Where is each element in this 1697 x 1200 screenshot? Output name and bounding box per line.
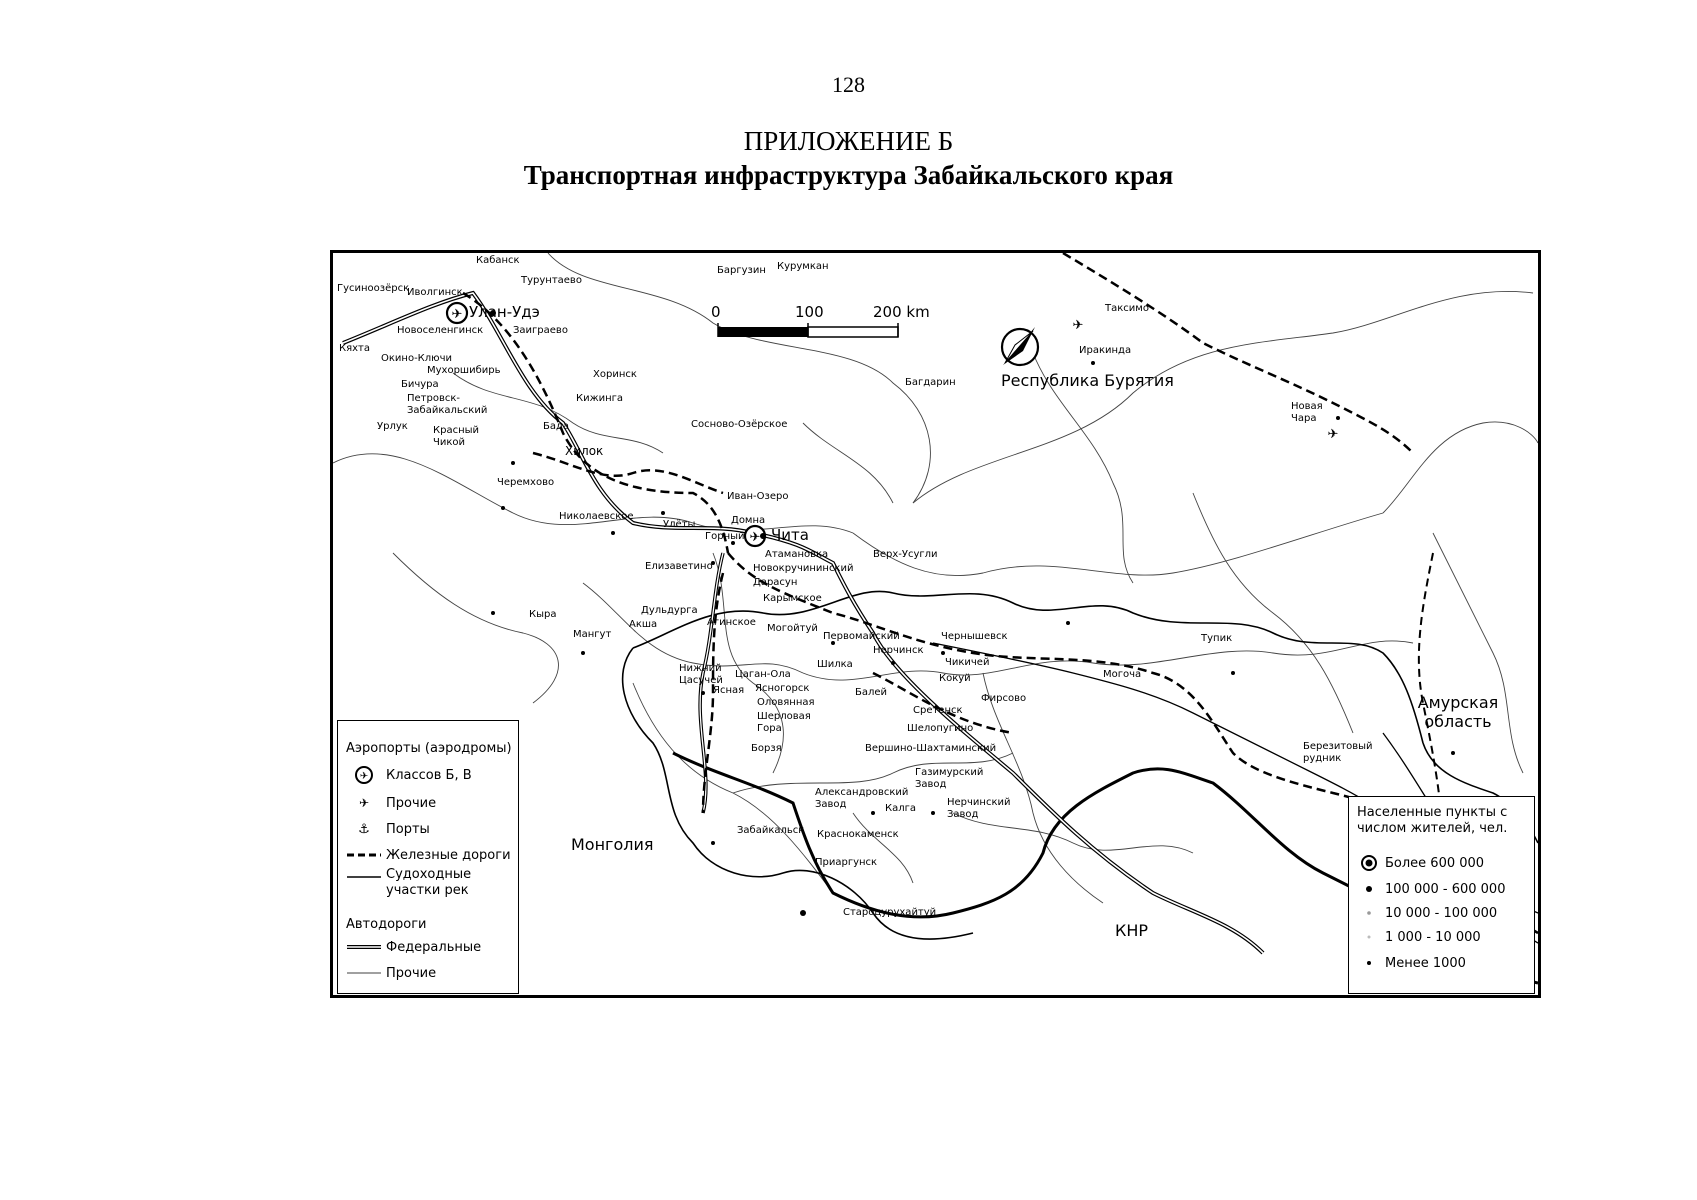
city-label-zabaikalsk: Забайкальск bbox=[737, 825, 805, 836]
city-label-nerchinsky-zavod: Нерчинский Завод bbox=[947, 797, 1011, 820]
city-label-berezitovy: Березитовый рудник bbox=[1303, 741, 1373, 764]
legend-heading-settlements: Населенные пункты с числом жителей, чел. bbox=[1357, 805, 1508, 836]
city-label-gusinoozersk: Гусиноозёрск bbox=[337, 283, 410, 294]
legend-row-rivers bbox=[346, 867, 486, 903]
city-label-kyra: Кыра bbox=[529, 609, 557, 620]
map-frame bbox=[330, 250, 1541, 998]
svg-text:✈: ✈ bbox=[451, 307, 463, 322]
city-label-yasnaya: Ясная bbox=[713, 685, 745, 696]
airport-chara-icon: ✈ bbox=[1327, 427, 1339, 442]
legend-row-pop-5 bbox=[1357, 953, 1466, 973]
city-label-krasny-chikoy: Красный Чикой bbox=[433, 425, 480, 448]
legend-label-airports-other: Прочие bbox=[386, 795, 437, 811]
city-label-verkh-usugli: Верх-Усугли bbox=[873, 549, 938, 560]
legend-label-roads-federal: Федеральные bbox=[386, 939, 482, 955]
city-label-shelopugino: Шелопугино bbox=[907, 723, 974, 734]
city-label-kyakhta: Кяхта bbox=[339, 343, 370, 354]
city-label-turuntaevo: Турунтаево bbox=[521, 275, 582, 286]
page-number: 128 bbox=[832, 72, 865, 97]
city-label-mukhorshibir: Мухоршибирь bbox=[427, 365, 501, 376]
city-label-atamanovka: Атамановка bbox=[765, 549, 829, 560]
legend-row-airports-bv bbox=[346, 765, 472, 785]
legend-row-airports-other bbox=[346, 793, 436, 813]
city-label-kokuy: Кокуй bbox=[939, 673, 971, 684]
legend-row-roads-federal bbox=[346, 937, 481, 957]
city-label-novaya-chara: Новая Чара bbox=[1291, 401, 1323, 424]
city-label-okino-klyuchi: Окино-Ключи bbox=[381, 353, 452, 364]
city-label-pervomaysky: Первомайский bbox=[823, 631, 900, 642]
anchor-icon: ⚓ bbox=[358, 821, 370, 837]
city-label-taksimo: Таксимо bbox=[1105, 303, 1149, 314]
legend-row-pop-2 bbox=[1357, 879, 1505, 899]
city-label-gorny: Горный bbox=[705, 531, 745, 542]
settlement-tiny-icon bbox=[1357, 953, 1381, 973]
city-label-priargunsk: Приаргунск bbox=[815, 857, 878, 868]
city-label-nerchinsk: Нерчинск bbox=[873, 645, 924, 656]
city-label-bada: Бада bbox=[543, 421, 570, 432]
railway-line-icon bbox=[346, 845, 382, 865]
other-road-icon bbox=[346, 963, 382, 983]
city-label-cheremkhovo: Черемхово bbox=[497, 477, 555, 488]
legend-label-pop-3: 10 000 - 100 000 bbox=[1385, 905, 1498, 921]
city-label-bichura: Бичура bbox=[401, 379, 439, 390]
city-label-petrovsk: Петровск-Забайкальский bbox=[407, 393, 488, 416]
legend-label-rivers: Судоходные участки рек bbox=[386, 867, 472, 898]
scale-tick-100: 100 bbox=[795, 303, 824, 321]
appendix-label: ПРИЛОЖЕНИЕ Б bbox=[743, 126, 954, 156]
legend-heading-roads: Автодороги bbox=[346, 917, 427, 932]
city-label-gazimursky: Газимурский Завод bbox=[915, 767, 984, 790]
city-label-kabansk: Кабанск bbox=[476, 255, 520, 266]
legend-label-ports: Порты bbox=[386, 821, 430, 837]
city-label-mangut: Мангут bbox=[573, 629, 612, 640]
city-label-khorinsk: Хоринск bbox=[593, 369, 637, 380]
city-label-sherlovaya: Шерловая Гора bbox=[757, 711, 811, 734]
airport-taksimo-icon: ✈ bbox=[1072, 318, 1084, 333]
city-label-vershino: Вершино-Шахтаминский bbox=[865, 743, 997, 754]
legend-label-railways: Железные дороги bbox=[386, 847, 511, 863]
svg-text:✈: ✈ bbox=[359, 771, 369, 782]
settlement-large-icon bbox=[1357, 879, 1381, 899]
city-label-urluk: Урлук bbox=[377, 421, 408, 432]
city-label-irakinda: Иракинда bbox=[1079, 345, 1132, 356]
city-label-krasnokamensk: Краснокаменск bbox=[817, 829, 899, 840]
scale-bar bbox=[718, 323, 898, 337]
legend-label-roads-other: Прочие bbox=[386, 965, 437, 981]
city-label-mogoytuy: Могойтуй bbox=[767, 623, 818, 634]
city-label-tupik: Тупик bbox=[1201, 633, 1233, 644]
airport-major-icon bbox=[346, 765, 382, 785]
city-label-kizhinga: Кижинга bbox=[576, 393, 624, 404]
svg-text:✈: ✈ bbox=[749, 530, 761, 545]
legend-row-pop-3 bbox=[1357, 903, 1497, 923]
city-label-duldurga: Дульдурга bbox=[641, 605, 698, 616]
city-label-elizavetino: Елизаветино bbox=[645, 561, 713, 572]
city-label-kalga: Калга bbox=[885, 803, 917, 814]
city-label-sosnovo: Сосново-Озёрское bbox=[691, 419, 788, 430]
city-label-ulan-ude: Улан-Удэ bbox=[469, 303, 540, 321]
city-label-oloviannaya: Оловянная bbox=[757, 697, 815, 708]
legend-row-pop-1 bbox=[1357, 853, 1484, 873]
city-label-barguzin: Баргузин bbox=[717, 265, 766, 276]
city-label-nizhny-tsasuchey: Нижний Цасучей bbox=[679, 663, 723, 686]
city-label-khilok: Хилок bbox=[565, 444, 604, 458]
legend-row-ports bbox=[346, 819, 430, 839]
city-label-bagdarin: Багдарин bbox=[905, 377, 956, 388]
city-label-shilka: Шилка bbox=[817, 659, 853, 670]
settlement-largest-icon bbox=[1357, 853, 1381, 873]
city-label-chikichei: Чикичей bbox=[945, 657, 990, 668]
city-label-novokruchininsky: Новокручининский bbox=[753, 563, 854, 574]
region-label-buryatia: Республика Бурятия bbox=[1001, 371, 1174, 390]
city-label-nikolaevskoe: Николаевское bbox=[559, 511, 634, 522]
city-label-darasun: Дарасун bbox=[753, 577, 798, 588]
legend-label-airports-bv: Классов Б, В bbox=[386, 767, 472, 783]
city-label-aginskoe: Агинское bbox=[707, 617, 756, 628]
legend-transport bbox=[337, 720, 519, 994]
legend-row-railways bbox=[346, 845, 511, 865]
city-label-borzya: Борзя bbox=[751, 743, 782, 754]
region-label-amur: Амурская область bbox=[1417, 693, 1499, 731]
river-line-icon bbox=[346, 867, 382, 887]
legend-row-roads-other bbox=[346, 963, 436, 983]
legend-label-pop-4: 1 000 - 10 000 bbox=[1385, 929, 1481, 945]
city-label-sretensk: Сретенск bbox=[913, 705, 963, 716]
scale-tick-0: 0 bbox=[711, 303, 721, 321]
region-label-mongolia: Монголия bbox=[571, 835, 654, 854]
city-label-zaigraevo: Заиграево bbox=[513, 325, 568, 336]
legend-label-pop-1: Более 600 000 bbox=[1385, 855, 1485, 871]
legend-label-pop-5: Менее 1000 bbox=[1385, 955, 1466, 971]
airport-ulan-ude-icon bbox=[447, 303, 467, 323]
city-label-karymskoe: Карымское bbox=[763, 593, 822, 604]
airport-minor-icon: ✈ bbox=[358, 796, 370, 810]
city-label-balei: Балей bbox=[855, 687, 888, 698]
city-label-ivan-ozero: Иван-Озеро bbox=[727, 491, 789, 502]
city-label-chernyshevsk: Чернышевск bbox=[941, 631, 1008, 642]
city-label-ulety: Улёты bbox=[663, 519, 696, 530]
city-label-tsagan-ola: Цаган-Ола bbox=[735, 669, 791, 680]
region-label-china: КНР bbox=[1115, 921, 1149, 940]
city-label-firsovo: Фирсово bbox=[981, 693, 1027, 704]
city-label-domna: Домна bbox=[731, 515, 766, 526]
city-label-kurumkan: Курумкан bbox=[777, 261, 829, 272]
legend-row-pop-4 bbox=[1357, 927, 1481, 947]
city-label-yasnogorsk: Ясногорск bbox=[755, 683, 810, 694]
settlement-small-icon bbox=[1357, 927, 1381, 947]
settlement-medium-icon bbox=[1357, 903, 1381, 923]
legend-label-pop-2: 100 000 - 600 000 bbox=[1385, 881, 1506, 897]
city-label-ivolginsk: Иволгинск bbox=[407, 287, 463, 298]
map-title: Транспортная инфраструктура Забайкальского края bbox=[523, 160, 1174, 190]
city-label-aksha: Акша bbox=[629, 619, 658, 630]
legend-heading-airports: Аэропорты (аэродромы) bbox=[346, 741, 512, 756]
scale-tick-200: 200 km bbox=[873, 303, 930, 321]
legend-settlements bbox=[1348, 796, 1535, 994]
federal-road-icon bbox=[346, 937, 382, 957]
compass-icon bbox=[1002, 327, 1038, 365]
city-label-mogocha: Могоча bbox=[1103, 669, 1142, 680]
city-label-chita: Чита bbox=[771, 526, 809, 544]
city-label-novoselenginsk: Новоселенгинск bbox=[397, 325, 484, 336]
city-label-starotsurukhaytuy: Староцурухайтуй bbox=[843, 907, 937, 918]
city-label-aleksandrovsky: Александровский Завод bbox=[815, 787, 909, 810]
